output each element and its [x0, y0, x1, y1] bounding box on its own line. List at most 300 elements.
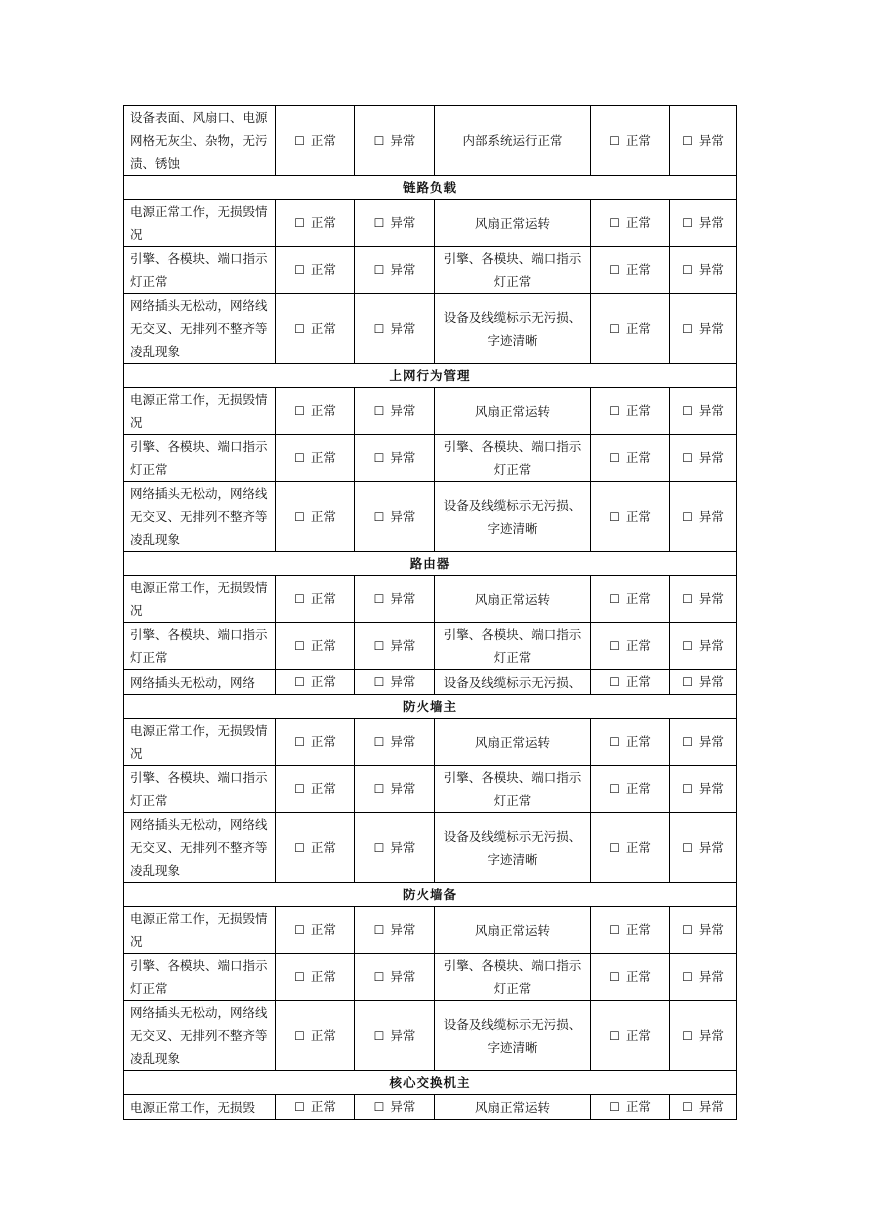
- section-header-row: [124, 364, 737, 388]
- option-normal[interactable]: [591, 435, 670, 482]
- section-title: 防火墙主: [124, 695, 737, 719]
- option-abnormal-label: 异常: [698, 781, 724, 796]
- checkbox-icon[interactable]: ☐: [373, 639, 385, 653]
- checklist-row: [124, 813, 737, 883]
- option-abnormal[interactable]: [670, 200, 737, 247]
- option-abnormal-label: 异常: [390, 1099, 416, 1114]
- option-abnormal[interactable]: [670, 388, 737, 435]
- checkbox-icon[interactable]: ☐: [609, 970, 620, 984]
- checkbox-icon[interactable]: ☐: [609, 216, 620, 230]
- checkbox-icon[interactable]: ☐: [682, 451, 693, 465]
- option-abnormal[interactable]: [355, 482, 435, 552]
- checkbox-icon[interactable]: ☐: [294, 592, 305, 606]
- check-item-label: 风扇正常运转: [474, 922, 550, 938]
- check-item-text-right: [435, 623, 591, 670]
- check-item-label: 引擎、各模块、端口指示灯正常: [443, 251, 582, 289]
- option-abnormal-label: 异常: [698, 320, 724, 336]
- check-item-text-right: [435, 106, 591, 176]
- check-item-label: 网络插头无松动，网络线无交叉、无排列不整齐等凌乱现象: [130, 817, 268, 878]
- check-item-text: [124, 247, 276, 294]
- option-abnormal-label: 异常: [390, 781, 416, 796]
- checkbox-icon[interactable]: ☐: [373, 216, 385, 230]
- option-normal-label: 正常: [625, 1027, 651, 1043]
- checkbox-icon[interactable]: ☐: [294, 451, 305, 465]
- option-abnormal-label: 异常: [698, 674, 724, 689]
- check-item-label: 电源正常工作，无损毁情况: [130, 204, 268, 242]
- checkbox-icon[interactable]: ☐: [294, 639, 305, 653]
- option-normal[interactable]: [591, 1095, 670, 1120]
- checkbox-icon[interactable]: ☐: [373, 735, 385, 749]
- checklist-row: [124, 200, 737, 247]
- option-normal[interactable]: [276, 435, 355, 482]
- checkbox-icon[interactable]: ☐: [682, 840, 693, 855]
- check-item-label: 引擎、各模块、端口指示灯正常: [443, 439, 582, 477]
- check-item-text: [124, 907, 276, 954]
- option-abnormal-label: 异常: [698, 638, 724, 653]
- checkbox-icon[interactable]: ☐: [682, 639, 693, 653]
- option-abnormal-label: 异常: [698, 969, 724, 984]
- check-item-text-right: [435, 1095, 591, 1120]
- section-header-row: [124, 552, 737, 576]
- checkbox-icon[interactable]: ☐: [609, 451, 620, 465]
- option-abnormal-label: 异常: [698, 508, 724, 524]
- option-normal-label: 正常: [310, 508, 336, 524]
- checkbox-icon[interactable]: ☐: [373, 970, 385, 984]
- check-item-text: [124, 576, 276, 623]
- option-normal-label: 正常: [625, 674, 651, 689]
- option-normal-label: 正常: [310, 591, 336, 606]
- checklist-row: [124, 247, 737, 294]
- option-abnormal-label: 异常: [390, 638, 416, 653]
- option-normal-label: 正常: [625, 132, 651, 148]
- checkbox-icon[interactable]: ☐: [373, 1100, 385, 1114]
- checkbox-icon[interactable]: ☐: [373, 263, 385, 277]
- check-item-text: [124, 623, 276, 670]
- section-title: 链路负载: [124, 176, 737, 200]
- option-normal-label: 正常: [310, 674, 336, 689]
- checkbox-icon[interactable]: ☐: [373, 923, 385, 937]
- check-item-text-right: [435, 200, 591, 247]
- option-abnormal[interactable]: [355, 813, 435, 883]
- checkbox-icon[interactable]: ☐: [609, 735, 620, 749]
- option-abnormal[interactable]: [355, 435, 435, 482]
- option-normal[interactable]: [591, 576, 670, 623]
- checkbox-icon[interactable]: ☐: [373, 592, 385, 606]
- option-normal[interactable]: [591, 907, 670, 954]
- checkbox-icon[interactable]: ☐: [609, 923, 620, 937]
- option-abnormal[interactable]: [670, 813, 737, 883]
- check-item-text: [124, 1001, 276, 1071]
- option-normal-label: 正常: [310, 262, 336, 277]
- checklist-row: [124, 388, 737, 435]
- section-header-row: [124, 695, 737, 719]
- check-item-label: 引擎、各模块、端口指示灯正常: [130, 439, 268, 477]
- option-normal[interactable]: [276, 766, 355, 813]
- checkbox-icon[interactable]: ☐: [682, 970, 693, 984]
- option-normal[interactable]: [276, 670, 355, 695]
- option-normal-label: 正常: [625, 922, 651, 937]
- check-item-text-right: [435, 954, 591, 1001]
- check-item-label: 风扇正常运转: [474, 1099, 550, 1115]
- checkbox-icon[interactable]: ☐: [609, 1028, 620, 1043]
- option-abnormal[interactable]: [670, 247, 737, 294]
- check-item-text-right: [435, 294, 591, 364]
- checkbox-icon[interactable]: ☐: [294, 404, 305, 418]
- checkbox-icon[interactable]: ☐: [373, 509, 385, 524]
- checkbox-icon[interactable]: ☐: [682, 782, 693, 796]
- option-abnormal-label: 异常: [390, 591, 416, 606]
- option-normal[interactable]: [276, 106, 355, 176]
- check-item-text-right: [435, 907, 591, 954]
- option-normal-label: 正常: [625, 839, 651, 855]
- check-item-label: 电源正常工作，无损毁: [130, 1099, 256, 1115]
- option-normal[interactable]: [276, 1095, 355, 1120]
- checklist-row: [124, 1001, 737, 1071]
- checkbox-icon[interactable]: ☐: [373, 133, 385, 148]
- checklist-row: [124, 670, 737, 695]
- checkbox-icon[interactable]: ☐: [294, 923, 305, 937]
- check-item-text-right: [435, 1001, 591, 1071]
- checkbox-icon[interactable]: ☐: [294, 1028, 305, 1043]
- checklist-row: [124, 719, 737, 766]
- option-abnormal[interactable]: [670, 435, 737, 482]
- option-abnormal[interactable]: [670, 954, 737, 1001]
- option-abnormal-label: 异常: [390, 734, 416, 749]
- option-abnormal-label: 异常: [390, 922, 416, 937]
- option-abnormal-label: 异常: [390, 508, 416, 524]
- option-normal[interactable]: [276, 813, 355, 883]
- checkbox-icon[interactable]: ☐: [682, 1028, 693, 1043]
- option-abnormal-label: 异常: [698, 262, 724, 277]
- option-abnormal-label: 异常: [390, 839, 416, 855]
- checkbox-icon[interactable]: ☐: [373, 1028, 385, 1043]
- checkbox-icon[interactable]: ☐: [294, 840, 305, 855]
- check-item-text: [124, 294, 276, 364]
- option-abnormal-label: 异常: [390, 674, 416, 689]
- option-normal[interactable]: [276, 1001, 355, 1071]
- check-item-label: 引擎、各模块、端口指示灯正常: [443, 770, 582, 808]
- option-abnormal[interactable]: [355, 576, 435, 623]
- option-normal-label: 正常: [625, 969, 651, 984]
- option-normal-label: 正常: [625, 450, 651, 465]
- checkbox-icon[interactable]: ☐: [294, 133, 305, 148]
- checkbox-icon[interactable]: ☐: [373, 451, 385, 465]
- check-item-label: 引擎、各模块、端口指示灯正常: [130, 251, 268, 289]
- option-abnormal[interactable]: [670, 907, 737, 954]
- option-abnormal-label: 异常: [698, 839, 724, 855]
- checklist-body: [124, 106, 737, 1120]
- option-normal-label: 正常: [310, 215, 336, 230]
- option-normal-label: 正常: [625, 215, 651, 230]
- checkbox-icon[interactable]: ☐: [609, 639, 620, 653]
- check-item-text: [124, 482, 276, 552]
- checkbox-icon[interactable]: ☐: [294, 735, 305, 749]
- section-header-row: [124, 1071, 737, 1095]
- check-item-text-right: [435, 482, 591, 552]
- check-item-label: 引擎、各模块、端口指示灯正常: [130, 958, 268, 996]
- check-item-text: [124, 766, 276, 813]
- section-header-row: [124, 176, 737, 200]
- checkbox-icon[interactable]: ☐: [609, 675, 620, 689]
- checkbox-icon[interactable]: ☐: [373, 840, 385, 855]
- check-item-label: 风扇正常运转: [474, 403, 550, 419]
- checkbox-icon[interactable]: ☐: [609, 321, 620, 336]
- checkbox-icon[interactable]: ☐: [682, 133, 693, 148]
- checkbox-icon[interactable]: ☐: [682, 216, 693, 230]
- checkbox-icon[interactable]: ☐: [682, 1100, 693, 1114]
- check-item-label: 引擎、各模块、端口指示灯正常: [130, 627, 268, 665]
- section-title: 核心交换机主: [124, 1071, 737, 1095]
- option-abnormal[interactable]: [355, 907, 435, 954]
- option-normal-label: 正常: [625, 638, 651, 653]
- checkbox-icon[interactable]: ☐: [609, 840, 620, 855]
- option-normal-label: 正常: [625, 403, 651, 418]
- check-item-label: 网络插头无松动，网络线无交叉、无排列不整齐等凌乱现象: [130, 486, 268, 547]
- check-item-text: [124, 1095, 276, 1120]
- option-normal[interactable]: [591, 482, 670, 552]
- check-item-text-right: [435, 435, 591, 482]
- check-item-text-right: [435, 813, 591, 883]
- option-normal-label: 正常: [310, 969, 336, 984]
- option-normal-label: 正常: [625, 1099, 651, 1114]
- check-item-text-right: [435, 247, 591, 294]
- checkbox-icon[interactable]: ☐: [682, 263, 693, 277]
- option-abnormal[interactable]: [355, 954, 435, 1001]
- option-normal-label: 正常: [310, 403, 336, 418]
- checkbox-icon[interactable]: ☐: [609, 1100, 620, 1114]
- option-normal[interactable]: [591, 247, 670, 294]
- option-abnormal-label: 异常: [390, 320, 416, 336]
- option-normal-label: 正常: [625, 320, 651, 336]
- option-normal-label: 正常: [625, 508, 651, 524]
- option-abnormal-label: 异常: [390, 262, 416, 277]
- section-title: 上网行为管理: [124, 364, 737, 388]
- option-normal[interactable]: [591, 294, 670, 364]
- section-title: 防火墙备: [124, 883, 737, 907]
- option-normal[interactable]: [276, 576, 355, 623]
- option-abnormal[interactable]: [355, 766, 435, 813]
- option-abnormal-label: 异常: [698, 734, 724, 749]
- option-normal-label: 正常: [310, 638, 336, 653]
- checkbox-icon[interactable]: ☐: [373, 404, 385, 418]
- check-item-text: [124, 670, 276, 695]
- checkbox-icon[interactable]: ☐: [609, 133, 620, 148]
- checklist-row: [124, 1095, 737, 1120]
- option-normal-label: 正常: [310, 1027, 336, 1043]
- option-normal[interactable]: [276, 388, 355, 435]
- option-normal-label: 正常: [625, 591, 651, 606]
- check-item-label: 设备及线缆标示无污损、: [443, 674, 582, 690]
- section-title: 路由器: [124, 552, 737, 576]
- option-abnormal[interactable]: [670, 106, 737, 176]
- checkbox-icon[interactable]: ☐: [373, 782, 385, 796]
- option-normal[interactable]: [276, 294, 355, 364]
- checkbox-icon[interactable]: ☐: [294, 263, 305, 277]
- option-normal[interactable]: [591, 388, 670, 435]
- option-normal-label: 正常: [625, 262, 651, 277]
- option-abnormal-label: 异常: [698, 591, 724, 606]
- checklist-row: [124, 623, 737, 670]
- option-normal-label: 正常: [625, 734, 651, 749]
- checkbox-icon[interactable]: ☐: [294, 509, 305, 524]
- option-normal-label: 正常: [310, 1099, 336, 1114]
- option-normal[interactable]: [591, 106, 670, 176]
- inspection-checklist-table: [123, 105, 737, 1120]
- checkbox-icon[interactable]: ☐: [294, 216, 305, 230]
- option-abnormal[interactable]: [670, 623, 737, 670]
- check-item-label: 设备及线缆标示无污损、字迹清晰: [443, 1016, 582, 1055]
- checkbox-icon[interactable]: ☐: [609, 592, 620, 606]
- option-abnormal[interactable]: [355, 1095, 435, 1120]
- checkbox-icon[interactable]: ☐: [609, 782, 620, 796]
- checklist-row: [124, 766, 737, 813]
- option-normal[interactable]: [276, 954, 355, 1001]
- option-abnormal[interactable]: [670, 766, 737, 813]
- option-abnormal-label: 异常: [698, 403, 724, 418]
- option-abnormal-label: 异常: [698, 1099, 724, 1114]
- option-abnormal-label: 异常: [390, 132, 416, 148]
- option-normal[interactable]: [276, 623, 355, 670]
- checkbox-icon[interactable]: ☐: [294, 970, 305, 984]
- section-header-row: [124, 883, 737, 907]
- option-abnormal-label: 异常: [390, 403, 416, 418]
- option-abnormal-label: 异常: [698, 1027, 724, 1043]
- checkbox-icon[interactable]: ☐: [294, 782, 305, 796]
- check-item-label: 网络插头无松动，网络线无交叉、无排列不整齐等凌乱现象: [130, 298, 268, 359]
- option-normal-label: 正常: [310, 839, 336, 855]
- option-abnormal[interactable]: [355, 1001, 435, 1071]
- option-normal[interactable]: [276, 719, 355, 766]
- check-item-label: 电源正常工作，无损毁情况: [130, 911, 268, 949]
- check-item-text-right: [435, 719, 591, 766]
- option-normal[interactable]: [591, 719, 670, 766]
- checkbox-icon[interactable]: ☐: [682, 675, 693, 689]
- check-item-label: 设备及线缆标示无污损、字迹清晰: [443, 828, 582, 867]
- check-item-text: [124, 435, 276, 482]
- checkbox-icon[interactable]: ☐: [609, 263, 620, 277]
- option-normal-label: 正常: [310, 132, 336, 148]
- option-normal[interactable]: [591, 766, 670, 813]
- option-normal-label: 正常: [310, 781, 336, 796]
- option-normal-label: 正常: [310, 450, 336, 465]
- checkbox-icon[interactable]: ☐: [682, 735, 693, 749]
- check-item-text: [124, 200, 276, 247]
- option-abnormal[interactable]: [670, 294, 737, 364]
- checklist-row: [124, 435, 737, 482]
- option-abnormal[interactable]: [355, 106, 435, 176]
- option-abnormal-label: 异常: [698, 132, 724, 148]
- option-normal[interactable]: [276, 247, 355, 294]
- checklist-row: [124, 576, 737, 623]
- check-item-label: 引擎、各模块、端口指示灯正常: [130, 770, 268, 808]
- check-item-label: 风扇正常运转: [474, 591, 550, 607]
- checkbox-icon[interactable]: ☐: [682, 321, 693, 336]
- option-abnormal-label: 异常: [390, 215, 416, 230]
- check-item-text: [124, 106, 276, 176]
- checkbox-icon[interactable]: ☐: [373, 321, 385, 336]
- option-abnormal-label: 异常: [698, 450, 724, 465]
- option-abnormal-label: 异常: [390, 450, 416, 465]
- option-abnormal-label: 异常: [390, 969, 416, 984]
- option-normal[interactable]: [276, 200, 355, 247]
- check-item-text: [124, 388, 276, 435]
- checkbox-icon[interactable]: ☐: [373, 675, 385, 689]
- checklist-row: [124, 106, 737, 176]
- option-abnormal-label: 异常: [698, 922, 724, 937]
- option-normal[interactable]: [591, 813, 670, 883]
- check-item-label: 设备及线缆标示无污损、字迹清晰: [443, 309, 582, 348]
- checkbox-icon[interactable]: ☐: [294, 675, 305, 689]
- check-item-label: 引擎、各模块、端口指示灯正常: [443, 958, 582, 996]
- checkbox-icon[interactable]: ☐: [294, 321, 305, 336]
- check-item-label: 内部系统运行正常: [462, 133, 563, 148]
- checkbox-icon[interactable]: ☐: [609, 404, 620, 418]
- option-normal-label: 正常: [310, 320, 336, 336]
- checkbox-icon[interactable]: ☐: [682, 923, 693, 937]
- option-abnormal-label: 异常: [390, 1027, 416, 1043]
- option-normal[interactable]: [591, 954, 670, 1001]
- checklist-row: [124, 482, 737, 552]
- option-normal[interactable]: [591, 200, 670, 247]
- option-abnormal[interactable]: [355, 670, 435, 695]
- option-abnormal[interactable]: [355, 388, 435, 435]
- option-abnormal[interactable]: [355, 294, 435, 364]
- check-item-label: 设备表面、风扇口、电源网格无灰尘、杂物，无污渍、锈蚀: [130, 110, 268, 171]
- option-abnormal[interactable]: [670, 1095, 737, 1120]
- checklist-row: [124, 954, 737, 1001]
- check-item-text: [124, 813, 276, 883]
- check-item-label: 网络插头无松动，网络线无交叉、无排列不整齐等凌乱现象: [130, 1005, 268, 1066]
- checkbox-icon[interactable]: ☐: [682, 509, 693, 524]
- checklist-row: [124, 907, 737, 954]
- option-abnormal[interactable]: [670, 1001, 737, 1071]
- option-abnormal[interactable]: [355, 623, 435, 670]
- option-normal-label: 正常: [310, 922, 336, 937]
- option-abnormal[interactable]: [355, 719, 435, 766]
- option-normal[interactable]: [591, 670, 670, 695]
- option-abnormal[interactable]: [355, 247, 435, 294]
- checklist-row: [124, 294, 737, 364]
- check-item-label: 电源正常工作，无损毁情况: [130, 723, 268, 761]
- checkbox-icon[interactable]: ☐: [682, 592, 693, 606]
- check-item-text-right: [435, 670, 591, 695]
- check-item-label: 风扇正常运转: [474, 734, 550, 750]
- check-item-label: 设备及线缆标示无污损、字迹清晰: [443, 497, 582, 536]
- option-abnormal[interactable]: [670, 670, 737, 695]
- check-item-text-right: [435, 766, 591, 813]
- check-item-label: 引擎、各模块、端口指示灯正常: [443, 627, 582, 665]
- option-abnormal[interactable]: [670, 482, 737, 552]
- check-item-text: [124, 719, 276, 766]
- option-abnormal[interactable]: [670, 719, 737, 766]
- option-normal[interactable]: [276, 907, 355, 954]
- checkbox-icon[interactable]: ☐: [609, 509, 620, 524]
- check-item-text: [124, 954, 276, 1001]
- option-abnormal[interactable]: [355, 200, 435, 247]
- option-abnormal[interactable]: [670, 576, 737, 623]
- checkbox-icon[interactable]: ☐: [294, 1100, 305, 1114]
- option-normal-label: 正常: [625, 781, 651, 796]
- check-item-label: 网络插头无松动，网络: [130, 674, 256, 690]
- check-item-text-right: [435, 388, 591, 435]
- check-item-label: 电源正常工作，无损毁情况: [130, 392, 268, 430]
- option-normal[interactable]: [276, 482, 355, 552]
- check-item-label: 电源正常工作，无损毁情况: [130, 580, 268, 618]
- check-item-label: 风扇正常运转: [474, 215, 550, 231]
- checkbox-icon[interactable]: ☐: [682, 404, 693, 418]
- option-normal[interactable]: [591, 1001, 670, 1071]
- option-normal[interactable]: [591, 623, 670, 670]
